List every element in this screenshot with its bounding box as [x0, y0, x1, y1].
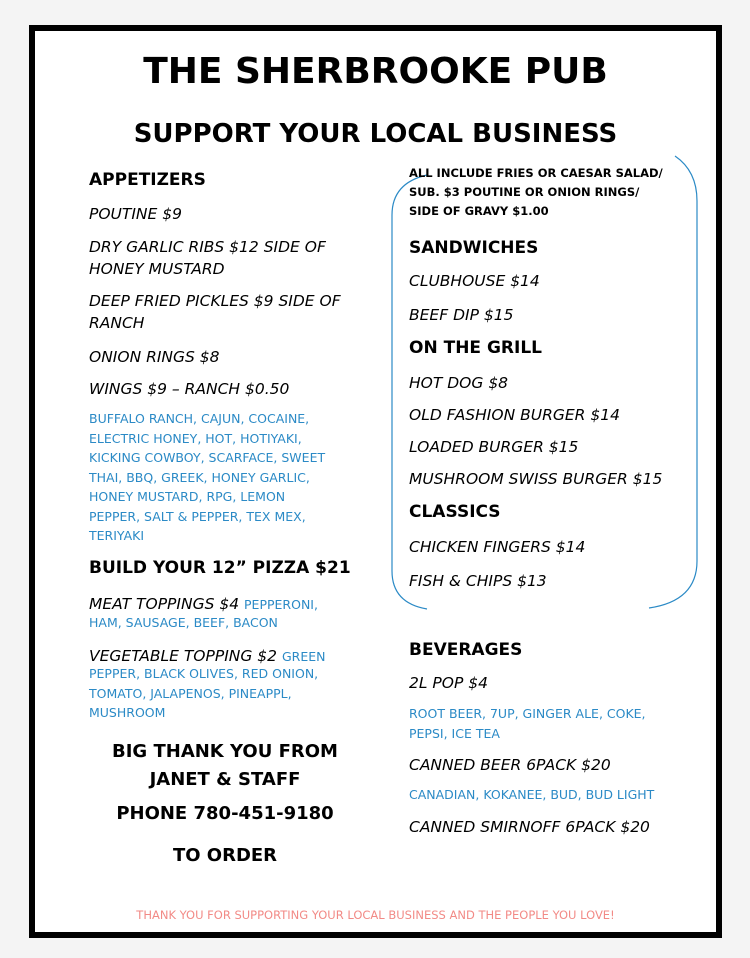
- menu-item-mushroom-swiss: MUSHROOM SWISS BURGER $15: [409, 470, 663, 488]
- menu-item-wings: WINGS $9 – RANCH $0.50: [89, 380, 290, 398]
- sandwiches-heading: SANDWICHES: [409, 238, 539, 258]
- menu-sheet: [29, 25, 722, 938]
- menu-item-hot-dog: HOT DOG $8: [409, 374, 509, 392]
- menu-item-pop: 2L POP $4: [409, 674, 488, 692]
- vegetable-toppings-list: PEPPER, BLACK OLIVES, RED ONION, TOMATO, JALAPENOS, PINEAPPL, MUSHROOM: [89, 666, 319, 720]
- grill-heading: ON THE GRILL: [409, 338, 542, 358]
- menu-item-old-fashion-burger: OLD FASHION BURGER $14: [409, 406, 620, 424]
- menu-item-chicken-fingers: CHICKEN FINGERS $14: [409, 538, 586, 556]
- menu-item-poutine: POUTINE $9: [89, 205, 182, 223]
- flavour-line: TERIYAKI: [89, 528, 145, 543]
- flavour-line: BUFFALO RANCH, CAJUN, COCAINE,: [89, 411, 310, 426]
- thank-you-message: BIG THANK YOU FROM JANET & STAFF: [112, 741, 338, 790]
- menu-item-pickles: DEEP FRIED PICKLES $9 SIDE OF RANCH: [89, 292, 341, 332]
- phone-number: PHONE 780-451-9180: [116, 803, 334, 824]
- menu-item-loaded-burger: LOADED BURGER $15: [409, 438, 579, 456]
- wing-flavours-list: [89, 409, 325, 546]
- pop-flavours-list: ROOT BEER, 7UP, GINGER ALE, COKE, PEPSI, ICE TEA: [409, 706, 646, 741]
- sides-note: ALL INCLUDE FRIES OR CAESAR SALAD/ SUB. $3 POUTINE OR ONION RINGS/ SIDE OF GRAVY $1.00: [409, 166, 663, 218]
- vegetable-toppings: VEGETABLE TOPPING $2 GREEN: [89, 647, 326, 665]
- menu-item-fish-chips: FISH & CHIPS $13: [409, 572, 547, 590]
- footer-message: THANK YOU FOR SUPPORTING YOUR LOCAL BUSINESS AND THE PEOPLE YOU LOVE!: [136, 908, 615, 922]
- flavour-line: ELECTRIC HONEY, HOT, HOTIYAKI,: [89, 430, 302, 446]
- meat-toppings-list: HAM, SAUSAGE, BEEF, BACON: [89, 615, 278, 630]
- menu-item-smirnoff: CANNED SMIRNOFF 6PACK $20: [409, 818, 650, 836]
- page-subtitle: SUPPORT YOUR LOCAL BUSINESS: [133, 119, 618, 149]
- flavour-line: THAI, BBQ, GREEK, HONEY GARLIC,: [89, 469, 310, 485]
- to-order-text: TO ORDER: [172, 845, 278, 866]
- menu-item-onion-rings: ONION RINGS $8: [89, 348, 220, 366]
- appetizers-heading: APPETIZERS: [89, 170, 206, 190]
- menu-item-beef-dip: BEEF DIP $15: [409, 306, 514, 324]
- pizza-heading: BUILD YOUR 12” PIZZA $21: [89, 558, 351, 578]
- flavour-line: PEPPER, SALT & PEPPER, TEX MEX,: [89, 508, 306, 524]
- menu-item-canned-beer: CANNED BEER 6PACK $20: [409, 756, 611, 774]
- flavour-line: KICKING COWBOY, SCARFACE, SWEET: [89, 450, 326, 465]
- page-title: THE SHERBROOKE PUB: [143, 51, 608, 92]
- beer-brands-list: CANADIAN, KOKANEE, BUD, BUD LIGHT: [409, 787, 655, 802]
- classics-heading: CLASSICS: [409, 502, 501, 522]
- meat-toppings: MEAT TOPPINGS $4 PEPPERONI,: [89, 595, 318, 613]
- beverages-heading: BEVERAGES: [409, 640, 523, 660]
- flavour-line: HONEY MUSTARD, RPG, LEMON: [89, 489, 286, 504]
- menu-item-ribs: DRY GARLIC RIBS $12 SIDE OF HONEY MUSTARD: [89, 238, 326, 278]
- menu-item-clubhouse: CLUBHOUSE $14: [409, 272, 540, 290]
